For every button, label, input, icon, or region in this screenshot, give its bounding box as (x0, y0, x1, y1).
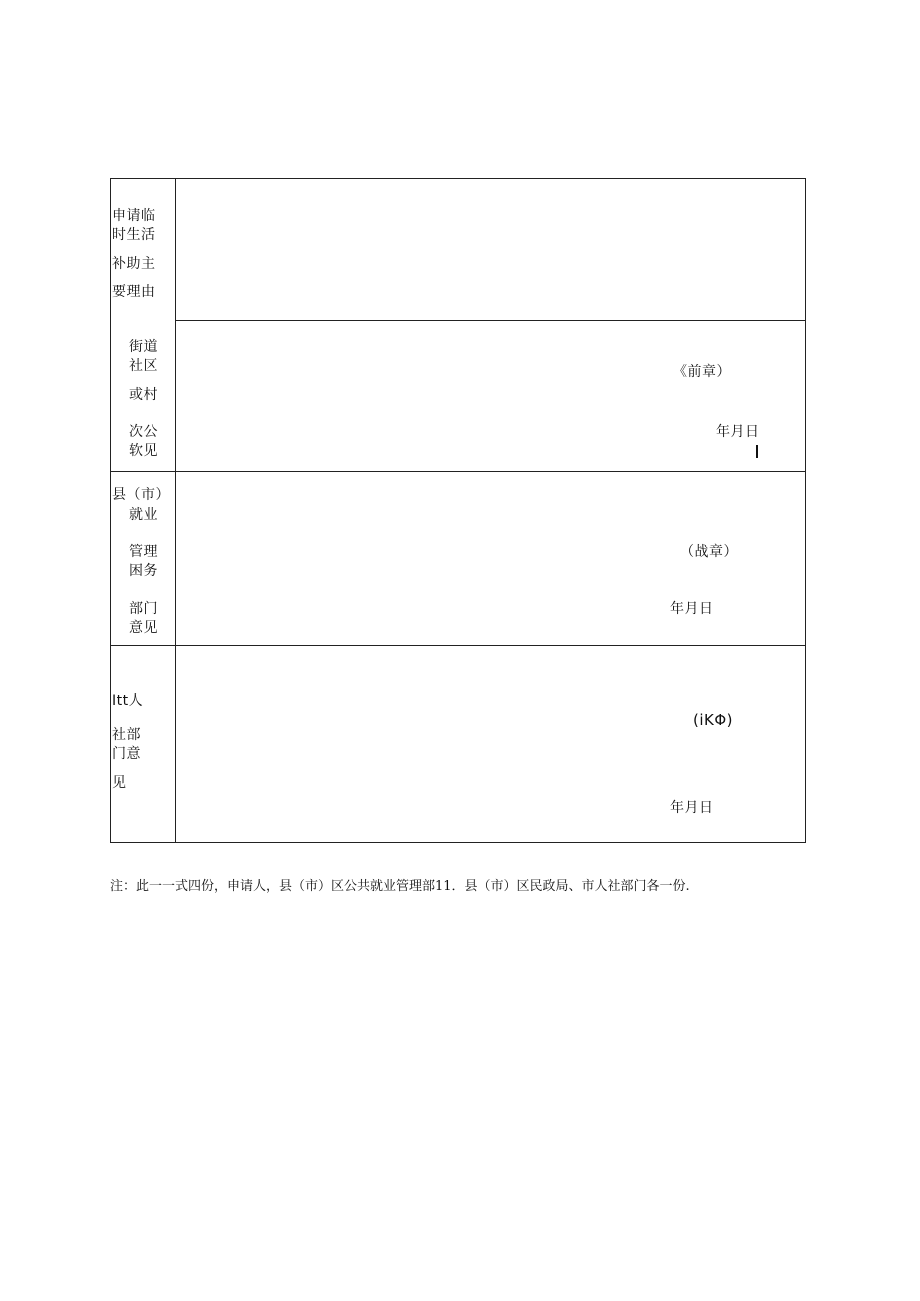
row4-seal-note: (iKΦ) (693, 711, 734, 729)
row1-label-line: 补助主 (112, 256, 156, 272)
row3-date: 年月日 (670, 601, 714, 617)
row3-label-line: 困务 (129, 563, 158, 579)
row4-label-line: 门意 (112, 746, 141, 762)
application-form-table (110, 178, 806, 843)
row-divider-1 (175, 320, 806, 321)
row3-label-line: 部门 (129, 601, 158, 617)
label-column-divider (175, 178, 176, 843)
row-divider-2-left (110, 471, 175, 472)
row1-label-line: 时生活 (112, 227, 156, 243)
row4-label-line: 社部 (112, 727, 141, 743)
row4-label-line: 见 (112, 775, 127, 791)
row-divider-3 (110, 645, 806, 646)
row3-seal-note: （战章） (680, 544, 738, 560)
row2-tick-mark (756, 445, 758, 458)
row3-label-line: 县（市） (112, 487, 170, 503)
row2-label-line: 社区 (129, 358, 158, 374)
row4-date: 年月日 (670, 800, 714, 816)
row2-label-line: 软见 (129, 443, 158, 459)
row1-label-line: 申请临 (112, 208, 156, 224)
row2-seal-note: 《前章） (673, 364, 731, 380)
table-top-border (110, 178, 806, 179)
table-right-border (805, 178, 806, 843)
row2-label-line: 街道 (129, 339, 158, 355)
table-left-border (110, 178, 111, 843)
row2-label-line: 或村 (129, 387, 158, 403)
row3-label-line: 管理 (129, 544, 158, 560)
row-divider-2 (175, 471, 806, 472)
row3-label-line: 意见 (129, 620, 158, 636)
row1-label-line: 要理由 (112, 284, 156, 300)
row4-label-line: Itt人 (112, 693, 144, 709)
row3-label-line: 就业 (129, 507, 158, 523)
row2-date: 年月日 (716, 424, 760, 440)
footnote: 注：此一一式四份，申请人，县（市）区公共就业管理部11．县（市）区民政局、市人社部门各一份. (110, 879, 690, 894)
row2-label-line: 次公 (129, 424, 158, 440)
table-bottom-border (110, 842, 806, 843)
